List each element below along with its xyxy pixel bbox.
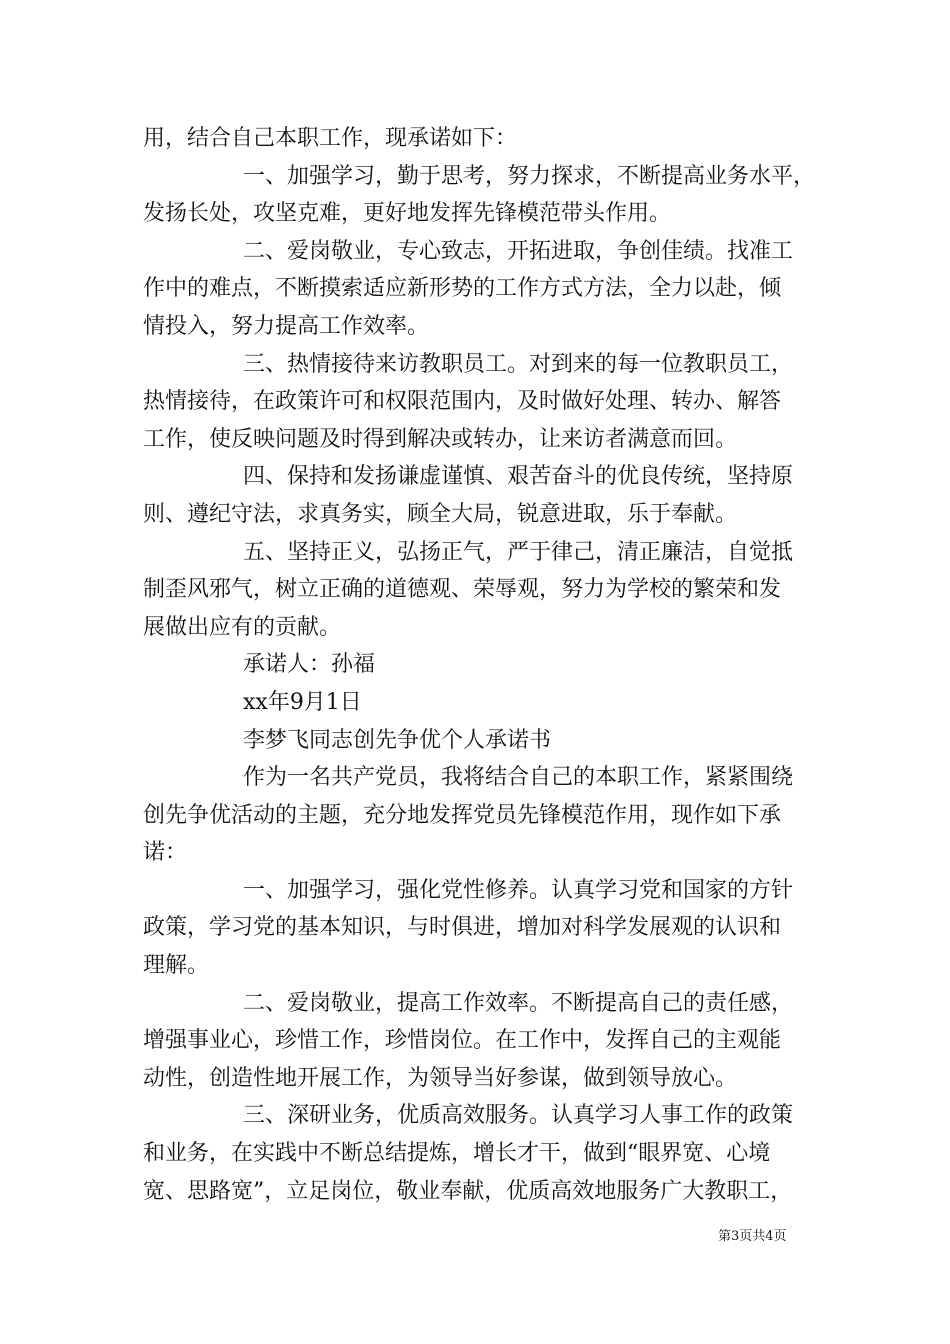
text-line: 作中的难点，不断摸索适应新形势的工作方式方法，全力以赴，倾	[143, 276, 782, 302]
text-line: 则、遵纪守法，求真务实，顾全大局，锐意进取，乐于奉献。	[143, 501, 738, 527]
text-line: 作为一名共产党员，我将结合自己的本职工作，紧紧围绕	[243, 765, 794, 791]
text-line: 李梦飞同志创先争优个人承诺书	[243, 727, 552, 753]
text-line: 工作，使反映问题及时得到解决或转办，让来访者满意而回。	[143, 426, 738, 452]
text-line: 三、热情接待来访教职员工。对到来的每一位教职员工，	[243, 351, 794, 377]
page-number-footer: 第3页共4页	[718, 1229, 787, 1244]
text-line: 动性，创造性地开展工作，为领导当好参谋，做到领导放心。	[143, 1065, 738, 1091]
text-line: 展做出应有的贡献。	[143, 614, 342, 640]
text-line: 承诺人：孙福	[243, 652, 376, 678]
text-line: 政策，学习党的基本知识，与时俱进，增加对科学发展观的认识和	[143, 915, 782, 941]
text-line: 四、保持和发扬谦虚谨慎、艰苦奋斗的优良传统，坚持原	[243, 464, 794, 490]
text-line: 创先争优活动的主题，充分地发挥党员先锋模范作用，现作如下承	[143, 802, 782, 828]
document-body	[143, 120, 815, 1210]
text-line: 增强事业心，珍惜工作，珍惜岗位。在工作中，发挥自己的主观能	[143, 1028, 782, 1054]
text-line: 一、加强学习，勤于思考，努力探求，不断提高业务水平，	[243, 163, 815, 189]
text-line: 二、爱岗敬业，提高工作效率。不断提高自己的责任感，	[243, 990, 794, 1016]
text-line: xx年9月1日	[243, 689, 362, 715]
text-line: 宽、思路宽”，立足岗位，敬业奉献，优质高效地服务广大教职工，	[143, 1178, 793, 1204]
text-line: 用，结合自己本职工作，现承诺如下：	[143, 126, 518, 151]
text-line: 五、坚持正义，弘扬正气，严于律己，清正廉洁，自觉抵	[243, 539, 794, 565]
text-line: 制歪风邪气，树立正确的道德观、荣辱观，努力为学校的繁荣和发	[143, 577, 782, 603]
text-line: 情投入，努力提高工作效率。	[143, 313, 430, 339]
text-line: 理解。	[143, 953, 210, 979]
text-line: 发扬长处，攻坚克难，更好地发挥先锋模范带头作用。	[143, 201, 672, 227]
text-line: 诺：	[143, 840, 188, 866]
text-line: 一、加强学习，强化党性修养。认真学习党和国家的方针	[243, 877, 794, 903]
text-line: 热情接待，在政策许可和权限范围内，及时做好处理、转办、解答	[143, 389, 782, 415]
text-line: 二、爱岗敬业，专心致志，开拓进取，争创佳绩。找准工	[243, 238, 794, 264]
text-line: 和业务，在实践中不断总结提炼，增长才干，做到“眼界宽、心境	[143, 1141, 771, 1167]
text-line: 三、深研业务，优质高效服务。认真学习人事工作的政策	[243, 1103, 794, 1129]
